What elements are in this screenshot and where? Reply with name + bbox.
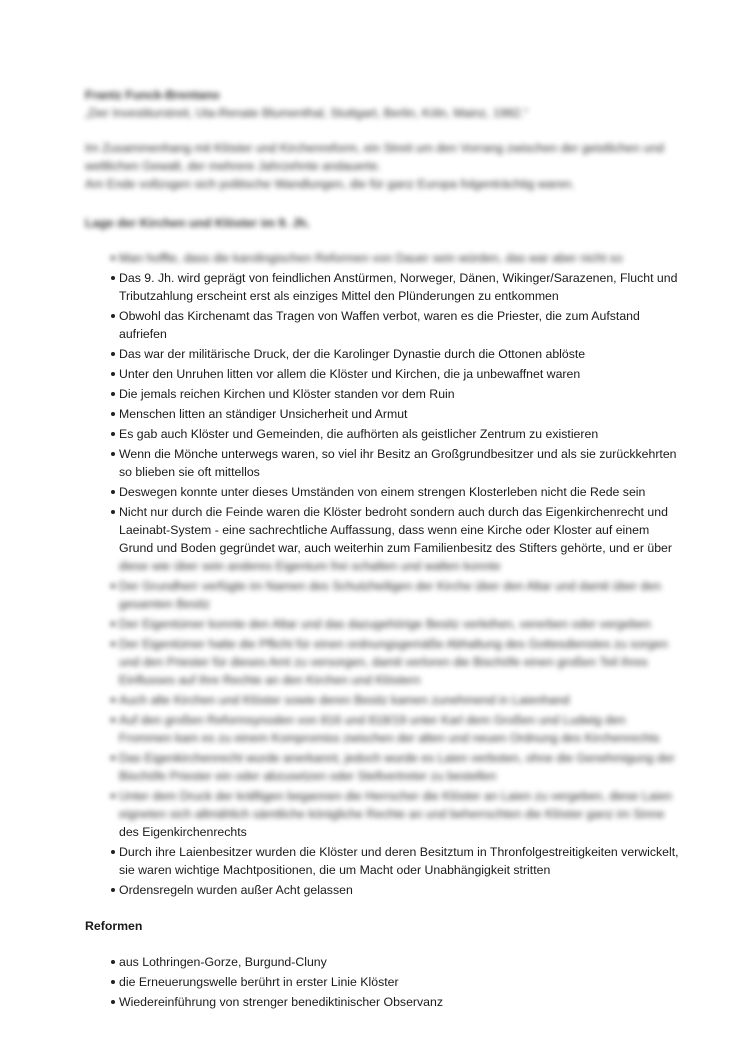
list-item	[85, 881, 680, 899]
list-item-text: Wiedereinführung von strenger benediktinischer Observanz	[119, 995, 443, 1009]
list-item-text: Menschen litten an ständiger Unsicherheit und Armut	[119, 407, 408, 421]
bullet-icon	[111, 256, 115, 260]
bullet-icon	[111, 452, 115, 456]
list-item	[85, 269, 680, 305]
list-item	[85, 973, 680, 991]
list-item	[85, 365, 680, 383]
list-item	[85, 577, 680, 613]
intro-line-3: Am Ende vollzogen sich politische Wandlungen, die für ganz Europa folgenträchtig waren.	[85, 177, 575, 191]
list-item	[85, 405, 680, 423]
bullet-icon	[111, 960, 115, 964]
list-item-text: Durch ihre Laienbesitzer wurden die Klöster und deren Besitztum in Thronfolgestreitigkeiten verwickelt, sie waren wichtige Machtpositionen, die um Macht oder Unabhängigkeit stritten	[119, 845, 679, 877]
list-item-text: Die jemals reichen Kirchen und Klöster standen vor dem Ruin	[119, 387, 455, 401]
bullet-icon	[111, 980, 115, 984]
list-item	[85, 749, 680, 785]
bullet-icon	[111, 432, 115, 436]
list-item	[85, 445, 680, 481]
section2-bullet-list	[85, 953, 680, 1011]
list-item-text: Auch alte Kirchen und Klöster sowie deren Besitz kamen zunehmend in Laienhand	[119, 693, 570, 707]
list-item-text-blurred: diese wie über sein anderes Eigentum frei schalten und walten konnte	[119, 559, 501, 573]
bullet-icon	[111, 794, 115, 798]
list-item-text: Obwohl das Kirchenamt das Tragen von Waffen verbot, waren es die Priester, die zum Aufstand aufriefen	[119, 309, 640, 341]
section-heading-reformen: Reformen	[85, 919, 143, 933]
bullet-icon	[111, 698, 115, 702]
list-item-text: Man hoffte, dass die karolingischen Reformen von Dauer sein würden, das war aber nicht so	[119, 251, 623, 265]
bullet-icon	[111, 1000, 115, 1004]
list-item-text: Der Eigentümer hatte die Pflicht für einen ordnungsgemäße Abhaltung des Gottesdienstes zu sorgen und den Priester für dieses Amt zu versorgen, damit verloren die Bischöfe einen großen Teil ihres Einflusses auf ihre Rechte an den Kirchen und Klöstern	[119, 637, 668, 687]
list-item-text: Das 9. Jh. wird geprägt von feindlichen Anstürmen, Norweger, Dänen, Wikinger/Sarazenen, Flucht und Tributzahlung erscheint erst als einziges Mittel den Plünderungen zu entkommen	[119, 271, 678, 303]
list-item-text: Ordensregeln wurden außer Acht gelassen	[119, 883, 353, 897]
document-header	[85, 86, 680, 122]
list-item-text: Der Eigentümer konnte den Altar und das dazugehörige Besitz verleihen, vererben oder vergeben	[119, 617, 651, 631]
list-item-text-blurred: Unter dem Druck der kräftigen begannen die Herrscher die Klöster an Laien zu vergeben, diese Laien eigneten sich allmählich sämtliche königliche Rechte an und beherrschten die Klöster ganz im Sinne	[119, 789, 672, 821]
list-item-text: Nicht nur durch die Feinde waren die Klöster bedroht sondern auch durch das Eigenkirchenrecht und Laeinabt-System - eine sachrechtliche Auffassung, dass wenn eine Kirche oder Kloster auf einem Grund und Boden gegründet war, auch weiterhin zum Familienbesitz des Stifters gehörte, und er über	[119, 505, 672, 555]
intro-block	[85, 139, 680, 193]
source-line: „Der Investiturstreit, Uta-Renate Blumenthal, Stuttgart, Berlin, Köln, Mainz, 1982.“	[85, 106, 528, 120]
list-item-text: Wenn die Mönche unterwegs waren, so viel ihr Besitz an Großgrundbesitzer und als sie zurückkehrten so blieben sie oft mittellos	[119, 447, 677, 479]
list-item-text: Deswegen konnte unter dieses Umständen von einem strengen Klosterleben nicht die Rede sein	[119, 485, 646, 499]
section1-bullet-list	[85, 249, 680, 899]
list-item	[85, 345, 680, 363]
list-item	[85, 249, 680, 267]
list-item	[85, 615, 680, 633]
list-item-text: aus Lothringen-Gorze, Burgund-Cluny	[119, 955, 327, 969]
author-line: Frantz Funck-Brentano	[85, 88, 220, 102]
bullet-icon	[111, 510, 115, 514]
bullet-icon	[111, 756, 115, 760]
list-item	[85, 691, 680, 709]
bullet-icon	[111, 490, 115, 494]
bullet-icon	[111, 276, 115, 280]
bullet-icon	[111, 584, 115, 588]
bullet-icon	[111, 642, 115, 646]
list-item	[85, 843, 680, 879]
list-item	[85, 307, 680, 343]
list-item-text: Das Eigenkirchenrecht wurde anerkannt, jedoch wurde es Laien verboten, ohne die Genehmigung der Bischöfe Priester ein oder abzusetzen oder Stellvertreter zu bestellen	[119, 751, 675, 783]
bullet-icon	[111, 314, 115, 318]
list-item	[85, 993, 680, 1011]
list-item	[85, 503, 680, 575]
list-item-text: Unter den Unruhen litten vor allem die Klöster und Kirchen, die ja unbewaffnet waren	[119, 367, 581, 381]
bullet-icon	[111, 888, 115, 892]
intro-line-1: Im Zusammenhang mit Klöster und Kirchenreform, ein Streit um den Vorrang zwischen der geistlichen und	[85, 141, 664, 155]
list-item	[85, 385, 680, 403]
list-item	[85, 787, 680, 841]
list-item-text: Der Grundherr verfügte im Namen des Schutzheiligen der Kirche über den Altar und damit über den gesamten Besitz	[119, 579, 662, 611]
list-item-text: Es gab auch Klöster und Gemeinden, die aufhörten als geistlicher Zentrum zu existieren	[119, 427, 599, 441]
bullet-icon	[111, 372, 115, 376]
list-item-text: die Erneuerungswelle berührt in erster Linie Klöster	[119, 975, 399, 989]
bullet-icon	[111, 850, 115, 854]
bullet-icon	[111, 622, 115, 626]
bullet-icon	[111, 352, 115, 356]
list-item	[85, 483, 680, 501]
bullet-icon	[111, 718, 115, 722]
bullet-icon	[111, 392, 115, 396]
intro-line-2: weltlichen Gewalt, der mehrere Jahrzehnte andauerte.	[85, 159, 381, 173]
list-item	[85, 635, 680, 689]
list-item	[85, 953, 680, 971]
bullet-icon	[111, 412, 115, 416]
list-item-text: Das war der militärische Druck, der die Karolinger Dynastie durch die Ottonen ablöste	[119, 347, 586, 361]
list-item-text: des Eigenkirchenrechts	[119, 825, 247, 839]
list-item	[85, 711, 680, 747]
list-item-text: Auf den großen Reformsynoden von 816 und 818/19 unter Karl dem Großen und Ludwig den Frommen kam es zu einem Kompromiss zwischen der alten und neuen Ordnung des Kirchenrechts	[119, 713, 660, 745]
list-item	[85, 425, 680, 443]
section-heading-lage: Lage der Kirchen und Klöster im 9. Jh.	[85, 216, 310, 230]
